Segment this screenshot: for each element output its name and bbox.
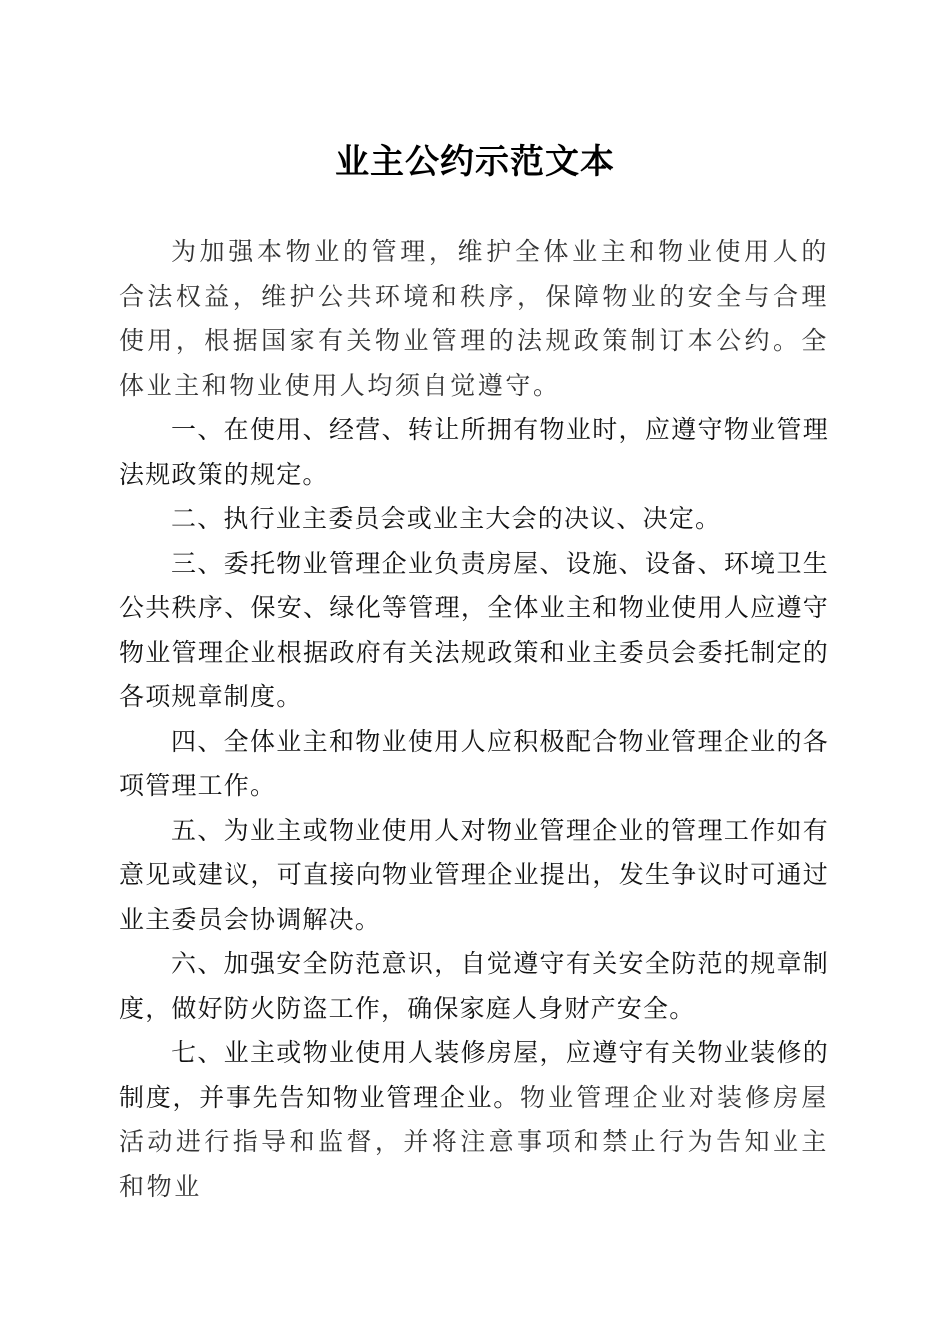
clause-6: 六、加强安全防范意识，自觉遵守有关安全防范的规章制度，做好防火防盗工作，确保家庭人身财产安全。 (119, 949, 829, 1023)
document-title: 业主公约示范文本 (335, 142, 615, 182)
clause-3: 三、委托物业管理企业负责房屋、设施、设备、环境卫生公共秩序、保安、绿化等管理，全体业主和物业使用人应遵守物业管理企业根据政府有关法规政策和业主委员会委托制定的各项规章制度。 (119, 548, 829, 711)
clause-1: 一、在使用、经营、转让所拥有物业时，应遵守物业管理法规政策的规定。 (119, 415, 829, 489)
clause-7 (119, 1031, 829, 1209)
clause-7-continuation: 物业管理企业对装修房屋活动进行指导和监督，并将注意事项和禁止行为告知业主和物业 (119, 1082, 829, 1201)
clause-7-emphasis: 七、业主或物业使用人装修房屋，应遵守有关物业装修的制度，并事先告知物业管理企业。 (119, 1038, 829, 1112)
clause-4: 四、全体业主和物业使用人应积极配合物业管理企业的各项管理工作。 (119, 726, 829, 800)
clause-2: 二、执行业主委员会或业主大会的决议、决定。 (171, 504, 722, 533)
intro-paragraph: 为加强本物业的管理，维护全体业主和物业使用人的合法权益，维护公共环境和秩序，保障物业的安全与合理使用，根据国家有关物业管理的法规政策制订本公约。全体业主和物业使用人均须自觉遵守。 (119, 237, 829, 400)
clause-5: 五、为业主或物业使用人对物业管理企业的管理工作如有意见或建议，可直接向物业管理企业提出，发生争议时可通过业主委员会协调解决。 (119, 815, 829, 934)
document-body (119, 230, 829, 1209)
